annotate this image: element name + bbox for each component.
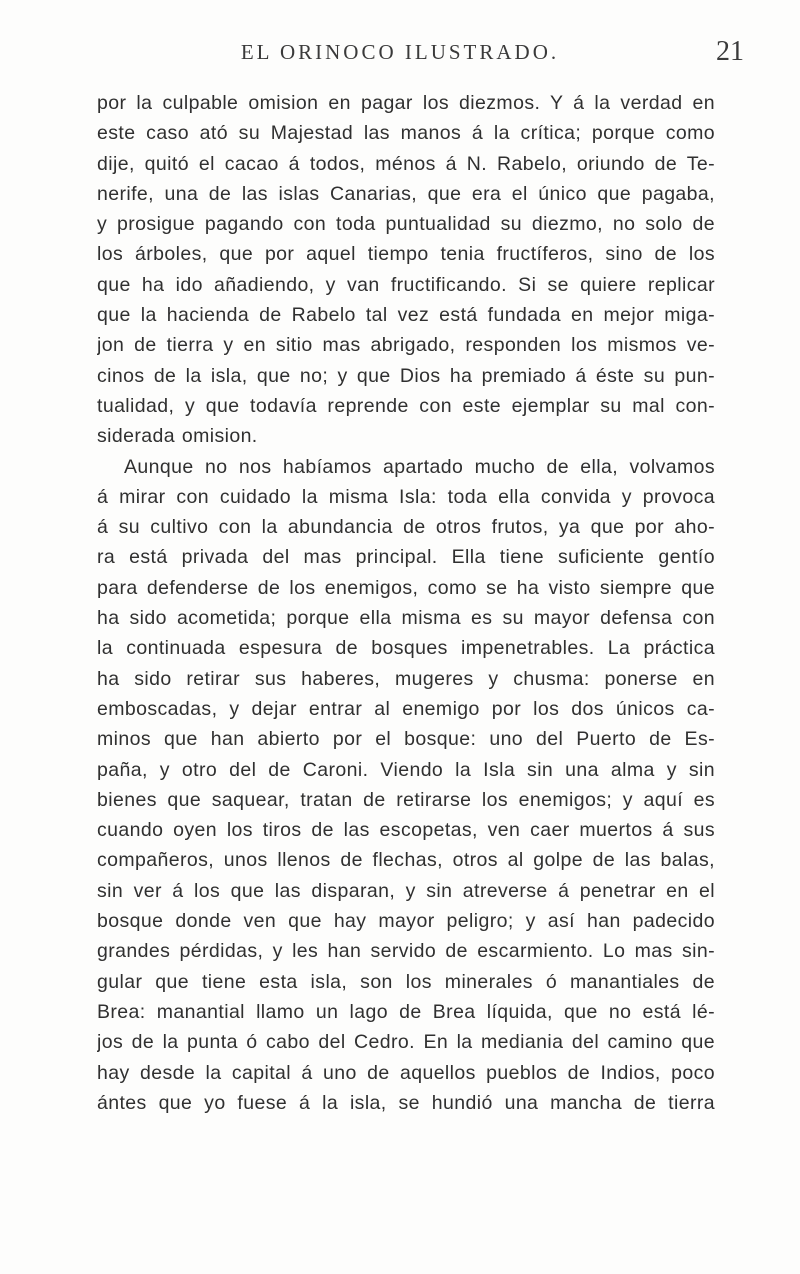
text-line: ra está privada del mas principal. Ella tiene suficiente gentío: [97, 546, 715, 569]
text-line: cuando oyen los tiros de las escopetas, ven caer muertos á sus: [97, 819, 715, 842]
text-line: y prosigue pagando con toda puntualidad su diezmo, no solo de: [97, 213, 715, 236]
text-line: ántes que yo fuese á la isla, se hundió una mancha de tierra: [97, 1091, 715, 1114]
text-line: hay desde la capital á uno de aquellos pueblos de Indios, poco: [97, 1061, 715, 1084]
text-line: grandes pérdidas, y les han servido de escarmiento. Lo mas sin-: [97, 940, 715, 963]
text-line: á mirar con cuidado la misma Isla: toda ella convida y provoca: [97, 485, 715, 508]
text-line: jos de la punta ó cabo del Cedro. En la mediania del camino que: [97, 1031, 715, 1054]
page-number: 21: [716, 36, 744, 67]
text-line: gular que tiene esta isla, son los minerales ó manantiales de: [97, 970, 715, 993]
text-line: los árboles, que por aquel tiempo tenia fructíferos, sino de los: [97, 243, 715, 266]
running-head: [0, 36, 800, 76]
text-line: emboscadas, y dejar entrar al enemigo por los dos únicos ca-: [97, 697, 715, 720]
running-title: EL ORINOCO ILUSTRADO.: [240, 40, 560, 64]
text-line: bosque donde ven que hay mayor peligro; y así han padecido: [97, 910, 715, 933]
body-text: [97, 88, 715, 1118]
text-line: que la hacienda de Rabelo tal vez está fundada en mejor miga-: [97, 304, 715, 327]
text-line: dije, quitó el cacao á todos, ménos á N. Rabelo, oriundo de Te-: [97, 152, 715, 175]
text-line: siderada omision.: [97, 425, 258, 448]
text-line: compañeros, unos llenos de flechas, otros al golpe de las balas,: [97, 849, 715, 872]
text-line: Aunque no nos habíamos apartado mucho de ella, volvamos: [124, 455, 715, 478]
text-line: tualidad, y que todavía reprende con este ejemplar su mal con-: [97, 394, 715, 417]
text-line: Brea: manantial llamo un lago de Brea líquida, que no está lé-: [97, 1000, 715, 1023]
text-line: ha sido acometida; porque ella misma es su mayor defensa con: [97, 607, 715, 630]
text-line: que ha ido añadiendo, y van fructificando. Si se quiere replicar: [97, 273, 715, 296]
text-line: jon de tierra y en sitio mas abrigado, responden los mismos ve-: [97, 334, 715, 357]
text-line: cinos de la isla, que no; y que Dios ha premiado á éste su pun-: [97, 364, 715, 387]
text-line: nerife, una de las islas Canarias, que era el único que pagaba,: [97, 182, 715, 205]
text-line: ha sido retirar sus haberes, mugeres y chusma: ponerse en: [97, 667, 715, 690]
text-line: paña, y otro del de Caroni. Viendo la Isla sin una alma y sin: [97, 758, 715, 781]
text-line: sin ver á los que las disparan, y sin atreverse á penetrar en el: [97, 879, 715, 902]
text-line: para defenderse de los enemigos, como se ha visto siempre que: [97, 576, 715, 599]
text-line: por la culpable omision en pagar los diezmos. Y á la verdad en: [97, 92, 715, 114]
text-line: á su cultivo con la abundancia de otros frutos, ya que por aho-: [97, 516, 715, 539]
text-line: este caso ató su Majestad las manos á la crítica; porque como: [97, 122, 715, 145]
text-line: la continuada espesura de bosques impenetrables. La práctica: [97, 637, 715, 660]
text-line: bienes que saquear, tratan de retirarse los enemigos; y aquí es: [97, 788, 715, 811]
text-line: minos que han abierto por el bosque: uno del Puerto de Es-: [97, 728, 715, 751]
